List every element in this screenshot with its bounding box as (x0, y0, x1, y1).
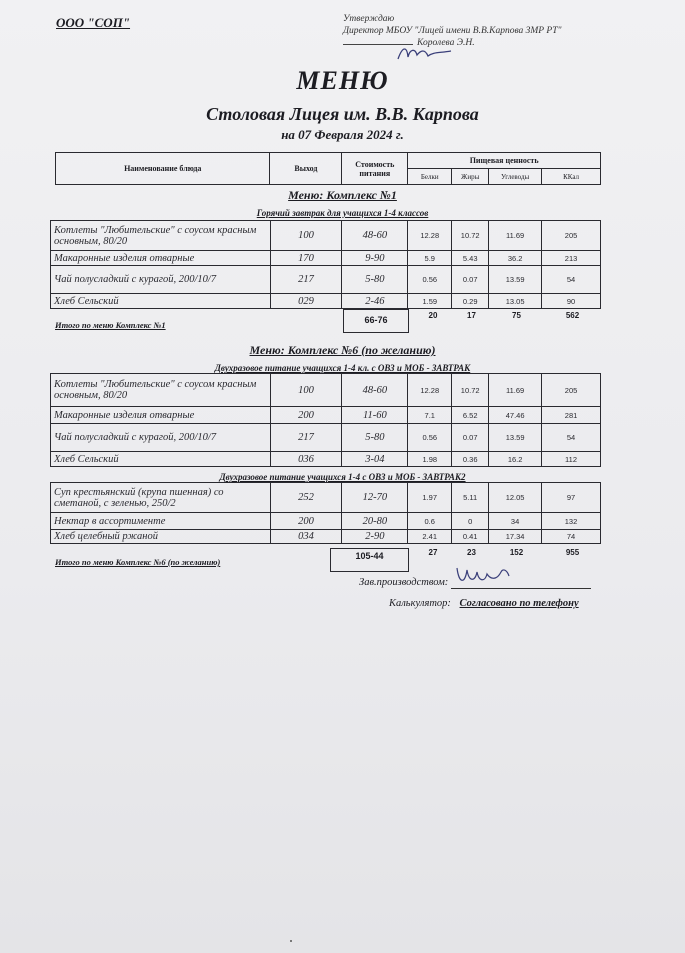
dish-output: 100 (270, 374, 342, 407)
dish-kcal: 90 (542, 294, 601, 309)
page-title: МЕНЮ (296, 66, 389, 95)
dish-cost: 48-60 (342, 221, 408, 251)
dish-proteins: 12.28 (408, 374, 452, 407)
dish-proteins: 0.56 (408, 266, 452, 294)
dish-name: Хлеб целебный ржаной (51, 530, 271, 544)
header-fats: Жиры (452, 169, 489, 185)
dish-proteins: 5.9 (408, 251, 452, 266)
dish-kcal: 281 (542, 407, 601, 424)
approval-signer: Королева Э.Н. (417, 38, 475, 48)
director-signature (395, 43, 455, 65)
header-nutrition: Пищевая ценность (408, 153, 601, 169)
dish-kcal: 112 (542, 452, 601, 467)
complex1-total-fats: 17 (467, 311, 476, 320)
table-row (51, 294, 601, 309)
dish-fats: 0.36 (452, 452, 489, 467)
approval-position: Директор МБОУ "Лицей имени В.В.Карпова ЗМР РТ" (343, 26, 562, 36)
calculator-line (389, 598, 579, 609)
table-row (51, 483, 601, 513)
manager-signature (453, 562, 513, 588)
dish-kcal: 213 (542, 251, 601, 266)
dish-output: 036 (270, 452, 342, 467)
dish-name: Котлеты "Любительские" с соусом красным основным, 80/20 (51, 374, 271, 407)
dish-proteins: 1.98 (408, 452, 452, 467)
header-carbs: Углеводы (489, 169, 542, 185)
dish-name: Чай полусладкий с курагой, 200/10/7 (51, 266, 271, 294)
approval-signature-line (343, 37, 673, 49)
table-row (51, 251, 601, 266)
approval-block (343, 13, 673, 49)
complex1-table (50, 220, 601, 309)
dish-fats: 0.41 (452, 530, 489, 544)
dish-kcal: 132 (542, 513, 601, 530)
dish-carbs: 47.46 (489, 407, 542, 424)
complex1-title: Меню: Комплекс №1 (288, 188, 397, 202)
dish-fats: 6.52 (452, 407, 489, 424)
calculator-value: Согласовано по телефону (459, 598, 579, 609)
dish-proteins: 1.59 (408, 294, 452, 309)
complex6-total-carbs: 152 (509, 548, 524, 557)
dish-kcal: 74 (542, 530, 601, 544)
dish-output: 252 (270, 483, 342, 513)
dish-cost: 20-80 (342, 513, 408, 530)
dish-fats: 0.29 (452, 294, 489, 309)
complex1-total-cost: 66-76 (343, 309, 409, 333)
canteen-name: Столовая Лицея им. В.В. Карпова (206, 104, 479, 124)
dish-cost: 12-70 (342, 483, 408, 513)
dish-output: 170 (270, 251, 342, 266)
complex1-total-carbs: 75 (512, 311, 521, 320)
dish-kcal: 97 (542, 483, 601, 513)
dish-cost: 48-60 (342, 374, 408, 407)
dish-kcal: 205 (542, 221, 601, 251)
dish-output: 034 (270, 530, 342, 544)
dish-carbs: 12.05 (489, 483, 542, 513)
dish-carbs: 11.69 (489, 374, 542, 407)
table-row (51, 374, 601, 407)
dish-fats: 5.11 (452, 483, 489, 513)
complex1-subtitle: Горячий завтрак для учащихся 1-4 классов (256, 208, 429, 218)
dish-proteins: 2.41 (408, 530, 452, 544)
dish-proteins: 12.28 (408, 221, 452, 251)
dish-output: 200 (270, 407, 342, 424)
complex6-subtitle-2: Двухразовое питание учащихся 1-4 с ОВЗ и МОБ - ЗАВТРАК2 (219, 472, 466, 482)
dish-fats: 0.07 (452, 266, 489, 294)
dish-carbs: 13.59 (489, 424, 542, 452)
dish-cost: 5-80 (342, 424, 408, 452)
dish-kcal: 205 (542, 374, 601, 407)
dish-fats: 10.72 (452, 221, 489, 251)
dish-kcal: 54 (542, 266, 601, 294)
dish-cost: 3-04 (342, 452, 408, 467)
approval-heading: Утверждаю (343, 14, 395, 24)
table-row (51, 266, 601, 294)
dish-carbs: 16.2 (489, 452, 542, 467)
dish-fats: 5.43 (452, 251, 489, 266)
complex6-subtitle-1: Двухразовое питание учащихся 1-4 кл. с ОВЗ и МОБ - ЗАВТРАК (214, 363, 471, 373)
complex1-total-kcal: 562 (565, 311, 580, 320)
calculator-label: Калькулятор: (389, 598, 451, 609)
dish-name: Чай полусладкий с курагой, 200/10/7 (51, 424, 271, 452)
dish-output: 217 (270, 424, 342, 452)
dish-carbs: 13.05 (489, 294, 542, 309)
complex6-total-kcal: 955 (565, 548, 580, 557)
header-table (55, 152, 601, 185)
dish-carbs: 36.2 (489, 251, 542, 266)
organization-name: ООО "СОП" (56, 15, 131, 30)
dish-name: Котлеты "Любительские" с соусом красным основным, 80/20 (51, 221, 271, 251)
dish-output: 217 (270, 266, 342, 294)
header-output: Выход (270, 153, 342, 185)
dish-fats: 0 (452, 513, 489, 530)
complex1-total-proteins: 20 (428, 311, 438, 320)
table-row (51, 452, 601, 467)
dish-name: Суп крестьянский (крупа пшенная) со сметаной, с зеленью, 250/2 (51, 483, 271, 513)
dish-output: 029 (270, 294, 342, 309)
header-kcal: ККал (542, 169, 601, 185)
complex6-total-label: Итого по меню Комплекс №6 (по желанию) (55, 557, 221, 567)
dish-name: Хлеб Сельский (51, 452, 271, 467)
dish-proteins: 0.6 (408, 513, 452, 530)
dish-proteins: 1.97 (408, 483, 452, 513)
complex6-table-2 (50, 482, 601, 544)
complex6-total-cost: 105-44 (330, 548, 409, 572)
dish-output: 200 (270, 513, 342, 530)
dish-name: Макаронные изделия отварные (51, 251, 271, 266)
dish-carbs: 11.69 (489, 221, 542, 251)
table-row (51, 513, 601, 530)
complex6-total-fats: 23 (467, 548, 476, 557)
dish-name: Макаронные изделия отварные (51, 407, 271, 424)
complex1-total-label: Итого по меню Комплекс №1 (55, 320, 166, 330)
complex6-table-1 (50, 373, 601, 467)
table-row (51, 221, 601, 251)
dish-cost: 9-90 (342, 251, 408, 266)
paper-speck (290, 940, 292, 942)
header-name: Наименование блюда (56, 153, 270, 185)
table-row (51, 530, 601, 544)
header-proteins: Белки (408, 169, 452, 185)
dish-carbs: 17.34 (489, 530, 542, 544)
dish-fats: 10.72 (452, 374, 489, 407)
complex6-total-proteins: 27 (428, 548, 438, 557)
dish-name: Нектар в ассортименте (51, 513, 271, 530)
production-manager-label: Зав.производством: (359, 577, 449, 588)
dish-cost: 5-80 (342, 266, 408, 294)
dish-cost: 2-90 (342, 530, 408, 544)
dish-output: 100 (270, 221, 342, 251)
header-cost: Стоимость питания (342, 153, 408, 185)
table-row (51, 424, 601, 452)
dish-name: Хлеб Сельский (51, 294, 271, 309)
dish-fats: 0.07 (452, 424, 489, 452)
dish-carbs: 13.59 (489, 266, 542, 294)
dish-carbs: 34 (489, 513, 542, 530)
dish-cost: 2-46 (342, 294, 408, 309)
dish-proteins: 7.1 (408, 407, 452, 424)
table-row (51, 407, 601, 424)
dish-cost: 11-60 (342, 407, 408, 424)
complex6-title: Меню: Комплекс №6 (по желанию) (249, 343, 436, 357)
dish-kcal: 54 (542, 424, 601, 452)
dish-proteins: 0.56 (408, 424, 452, 452)
menu-date: на 07 Февраля 2024 г. (281, 127, 404, 142)
